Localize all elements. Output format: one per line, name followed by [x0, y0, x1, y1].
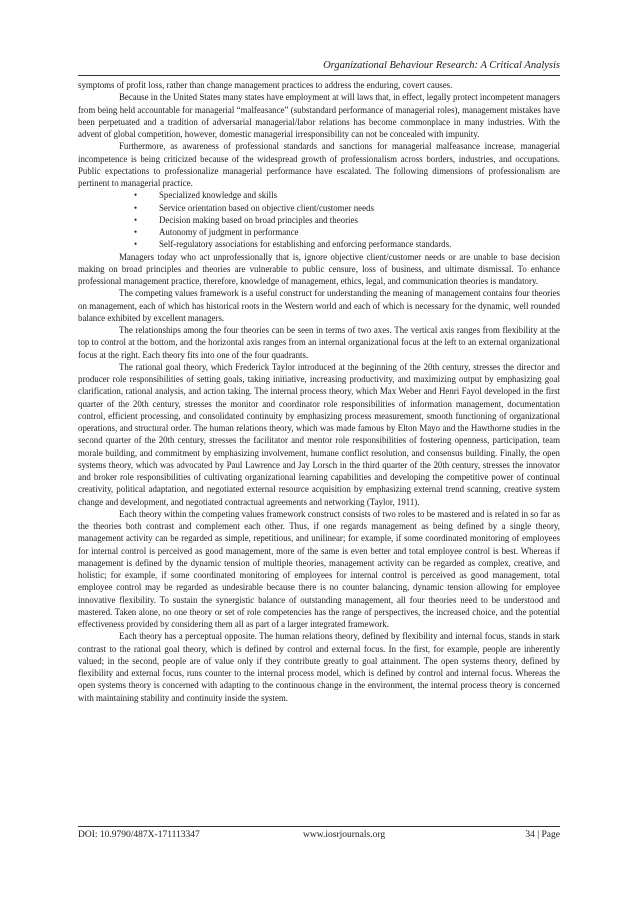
page-footer	[78, 829, 560, 842]
footer-divider	[78, 826, 560, 827]
running-title: Organizational Behaviour Research: A Critical Analysis	[323, 60, 560, 71]
bullet-icon: •	[134, 239, 138, 250]
paragraph: The rational goal theory, which Frederick Taylor introduced at the beginning of the 20th century, stresses the director and producer role responsibilities of setting goals, taking initiative, increasing productivity, and maximizing output by emphasizing goal clarification, rational analysis, and action taking. The internal process theory, which Max Weber and Henri Fayol developed in the first quarter of the 20th century, stresses the monitor and coordinator role responsibilities of information management, documentation control, efficient processing, and consolidated continuity by emphasizing process measurement, smooth functioning of organizational operations, and structural order. The human relations theory, which was made famous by Elton Mayo and the Hawthorne studies in the second quarter of the 20th century, stresses the facilitator and mentor role responsibilities of fostering openness, participation, team morale building, and commitment by emphasizing involvement, humane conflict resolution, and consensus building. Finally, the open systems theory, which was advocated by Paul Lawrence and Jay Lorsch in the third quarter of the 20th century, stresses the innovator and broker role responsibilities of cultivating organizational learning capabilities and developing the competitive power of continual creativity, political adaptation, and negotiated external resource acquisition by emphasizing external trend scanning, creative system change and development, and negotiated contractual agreements and networking (Taylor, 1911).	[78, 361, 560, 507]
running-header	[78, 59, 560, 72]
article-body	[78, 79, 560, 704]
header-divider	[78, 75, 560, 76]
paragraph: The competing values framework is a useful construct for understanding the meaning of management contains four theories on management, each of which has historical roots in the Western world and each of which is necessary for the dynamic, well rounded balance exhibited by excellent managers.	[78, 288, 560, 323]
paragraph: Because in the United States many states have employment at will laws that, in effect, legally protect incompetent managers from being held accountable for managerial “malfeasance” (substandard performance of managerial roles), management mistakes have been perpetuated and a tradition of adversarial managerial/labor relations has become commonplace in many industries. With the advent of global competition, however, domestic managerial irresponsibility can not be concealed with impunity.	[78, 92, 560, 139]
list-item	[134, 202, 560, 214]
list-item	[134, 238, 560, 250]
list-item-text: Specialized knowledge and skills	[159, 190, 278, 201]
paragraph: Each theory has a perceptual opposite. The human relations theory, defined by flexibility and internal focus, stands in stark contrast to the rational goal theory, which is defined by control and external focus. In the first, for example, people are inherently valued; in the second, people are of value only if they contribute greatly to goal attainment. The open systems theory, defined by flexibility and external focus, runs counter to the internal process model, which is defined by control and internal focus. Whereas the open systems theory is concerned with adapting to the continuous change in the environment, the internal process theory is concerned with maintaining stability and continuity inside the system.	[78, 631, 560, 703]
list-item	[134, 226, 560, 238]
paragraph: Managers today who act unprofessionally that is, ignore objective client/customer needs or are unable to base decision making on broad principles and theories are vulnerable to public censure, loss of business, and ultimate dismissal. To enhance professional management practice, therefore, knowledge of management, ethics, legal, and communication theories is mandatory.	[78, 251, 560, 286]
list-item-text: Autonomy of judgment in performance	[159, 227, 299, 237]
list-item	[134, 189, 560, 201]
page-number: 34 | Page	[525, 830, 560, 840]
bullet-icon: •	[134, 214, 138, 225]
paragraph: Furthermore, as awareness of professional standards and sanctions for managerial malfeasance increase, managerial incompetence is being criticized because of the widespread growth of professionalism across borders, industries, and occupations. Public expectations to professionalize managerial performance have escalated. The following dimensions of professionalism are pertinent to managerial practice.	[78, 141, 560, 188]
bullet-icon: •	[134, 190, 138, 201]
paragraph: Each theory within the competing values framework construct consists of two roles to be mastered and is related in so far as the theories both contrast and complement each other. Thus, if one regards management as being defined by a single theory, management activity can be regarded as simple, repetitious, and unilinear; for example, if some coordinated monitoring of employees for internal control is perceived as good management, more of the same is even better and total employee control is best. Whereas if management is defined by the dynamic tension of multiple theories, management activity can be regarded as complex, creative, and holistic; for example, if some coordinated monitoring of employees for internal control is perceived as good management, total employee control may be regarded as undesirable because there is no counter balancing, dynamic tension allowing for employee innovative flexibility. To sustain the synergistic balance of outstanding management, all four theories need to be understood and mastered. Taken alone, no one theory or set of role competencies has the range of perspectives, the increased choice, and the potential effectiveness provided by considering them all as part of a larger integrated framework.	[78, 508, 560, 629]
paragraph: symptoms of profit loss, rather than change management practices to address the enduring, covert causes.	[78, 80, 453, 90]
professionalism-list	[78, 189, 560, 250]
paragraph: The relationships among the four theories can be seen in terms of two axes. The vertical axis ranges from flexibility at the top to control at the bottom, and the horizontal axis ranges from an internal organizational focus at the left to an external organizational focus at the right. Each theory fits into one of the four quadrants.	[78, 325, 560, 360]
bullet-icon: •	[134, 227, 138, 237]
journal-website-link[interactable]: www.iosrjournals.org	[303, 830, 386, 840]
list-item-text: Service orientation based on objective client/customer needs	[159, 202, 374, 213]
list-item	[134, 214, 560, 226]
bullet-icon: •	[134, 202, 138, 213]
doi-label: DOI: 10.9790/487X-171113347	[78, 830, 200, 840]
list-item-text: Self-regulatory associations for establishing and enforcing performance standards.	[159, 239, 452, 250]
list-item-text: Decision making based on broad principles and theories	[159, 214, 358, 225]
